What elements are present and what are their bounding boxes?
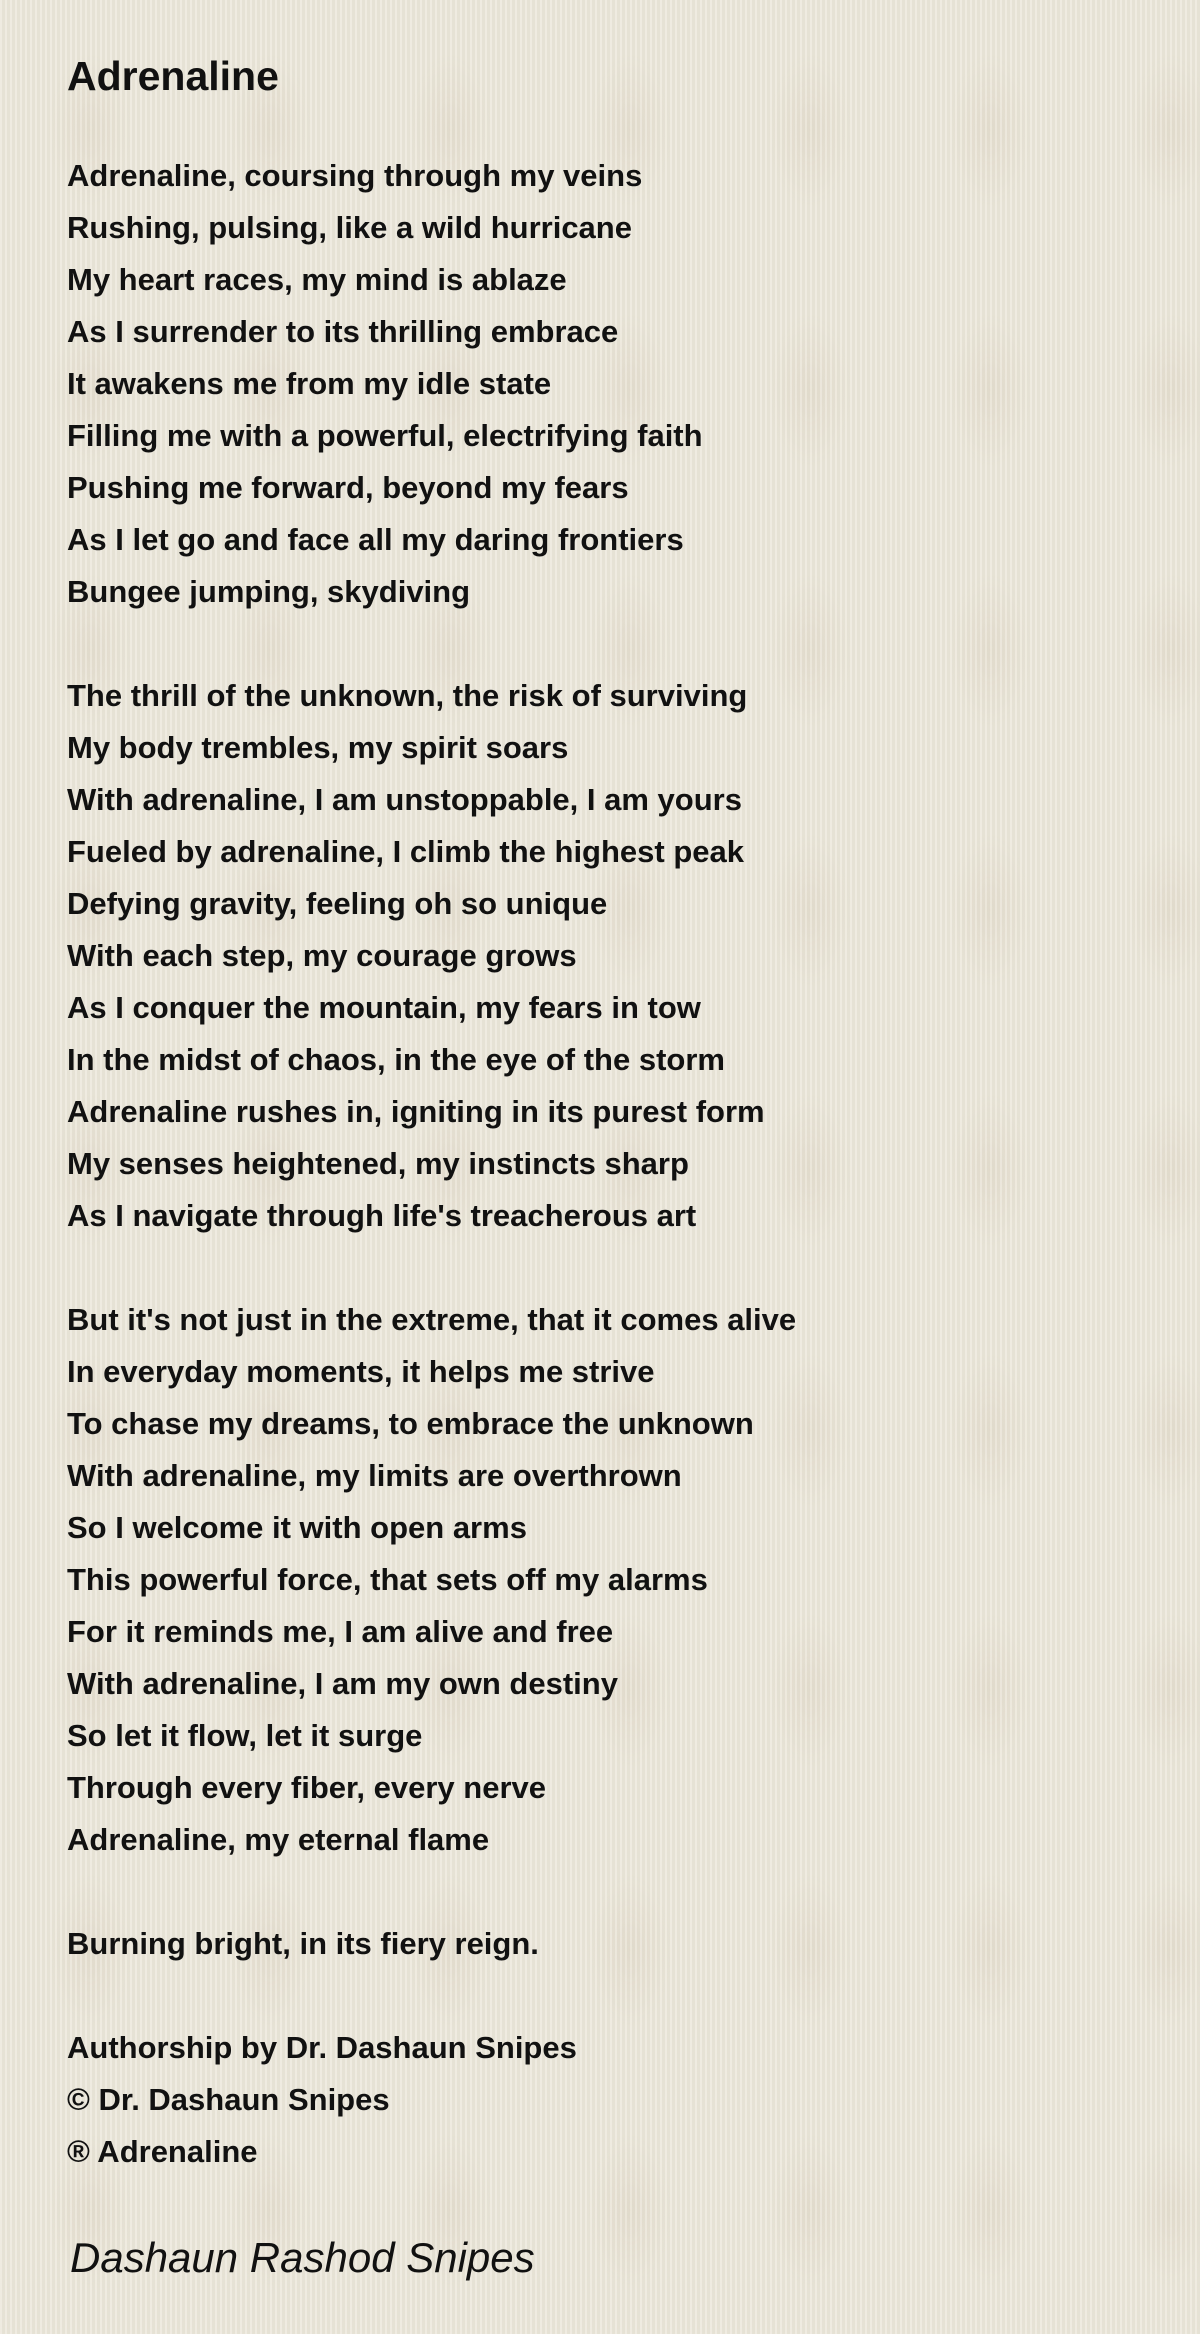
poem-line: As I surrender to its thrilling embrace — [67, 314, 619, 349]
poem-line: Authorship by Dr. Dashaun Snipes — [67, 2030, 577, 2065]
poem-line: Adrenaline rushes in, igniting in its purest form — [67, 1094, 765, 1129]
poem-line: With adrenaline, I am my own destiny — [67, 1666, 618, 1701]
poem-line: Burning bright, in its fiery reign. — [67, 1926, 539, 1961]
poem-line: To chase my dreams, to embrace the unknown — [67, 1406, 754, 1441]
poem-line: My heart races, my mind is ablaze — [67, 262, 567, 297]
poem-line: My senses heightened, my instincts sharp — [67, 1146, 689, 1181]
poem-line: The thrill of the unknown, the risk of surviving — [67, 678, 748, 713]
poem-line: Defying gravity, feeling oh so unique — [67, 886, 608, 921]
poem-line: This powerful force, that sets off my alarms — [67, 1562, 708, 1597]
poem-line: So I welcome it with open arms — [67, 1510, 527, 1545]
poem-line: © Dr. Dashaun Snipes — [67, 2082, 390, 2117]
poem-line: As I let go and face all my daring frontiers — [67, 522, 684, 557]
poem-line: Pushing me forward, beyond my fears — [67, 470, 629, 505]
poem-stanza — [67, 1918, 1167, 1970]
poem-body — [67, 150, 1167, 2178]
poem-line: It awakens me from my idle state — [67, 366, 552, 401]
poem-stanza — [67, 150, 1167, 618]
poem-stanza — [67, 1294, 1167, 1866]
poem-line: Adrenaline, my eternal flame — [67, 1822, 490, 1857]
poem-line: Bungee jumping, skydiving — [67, 574, 471, 609]
poem-line: So let it flow, let it surge — [67, 1718, 423, 1753]
poem-line: In everyday moments, it helps me strive — [67, 1354, 655, 1389]
poem-line: With each step, my courage grows — [67, 938, 577, 973]
poem-title: Adrenaline — [67, 53, 279, 99]
poem-line: But it's not just in the extreme, that it comes alive — [67, 1302, 797, 1337]
poem-line: With adrenaline, my limits are overthrown — [67, 1458, 682, 1493]
poem-line: My body trembles, my spirit soars — [67, 730, 569, 765]
poem-stanza — [67, 2022, 1167, 2178]
poem-line: As I conquer the mountain, my fears in tow — [67, 990, 701, 1025]
poem-line: Through every fiber, every nerve — [67, 1770, 546, 1805]
poem-line: In the midst of chaos, in the eye of the storm — [67, 1042, 725, 1077]
poem-line: With adrenaline, I am unstoppable, I am yours — [67, 782, 742, 817]
poem-stanza — [67, 670, 1167, 1242]
poem-line: Adrenaline, coursing through my veins — [67, 158, 643, 193]
poem-line: Fueled by adrenaline, I climb the highest peak — [67, 834, 745, 869]
poem-line: Filling me with a powerful, electrifying faith — [67, 418, 703, 453]
poem-line: As I navigate through life's treacherous art — [67, 1198, 697, 1233]
author-signature: Dashaun Rashod Snipes — [70, 2234, 535, 2281]
poem-line: ® Adrenaline — [67, 2134, 258, 2169]
poem-line: For it reminds me, I am alive and free — [67, 1614, 614, 1649]
poem-line: Rushing, pulsing, like a wild hurricane — [67, 210, 632, 245]
